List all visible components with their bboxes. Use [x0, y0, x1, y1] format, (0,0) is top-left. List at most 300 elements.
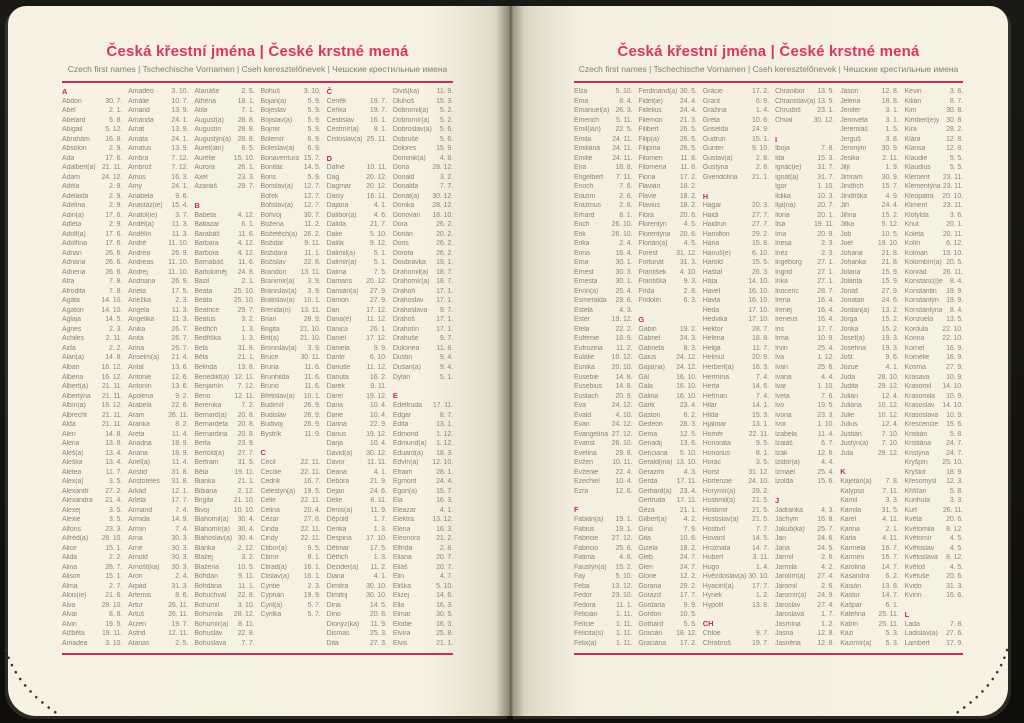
name-day-date: 3. 5. — [755, 459, 769, 467]
name-entry — [703, 201, 769, 211]
name-entry — [840, 553, 898, 563]
first-name: Božidara — [260, 249, 288, 257]
first-name: Aranka — [128, 421, 150, 429]
name-day-date: 11. 7. — [105, 468, 123, 476]
name-entry — [194, 116, 254, 126]
first-name: Eliška — [392, 582, 411, 590]
first-name: Horymír(a) — [702, 487, 736, 495]
first-name: Apolena — [128, 392, 154, 400]
name-entry — [261, 230, 321, 240]
name-day-date: 23. 11. — [942, 173, 963, 181]
name-day-date: 17. 11. — [432, 402, 453, 410]
page-subtitle: Czech first names | Tschechische Vornamen | Cseh keresztelőnevek | Чешские крестильные имена — [67, 64, 448, 74]
name-day-date: 29. 2. — [752, 487, 769, 495]
first-name: Kornel — [904, 344, 925, 352]
name-day-date: 23. 11. — [942, 183, 963, 191]
name-entry — [905, 135, 963, 145]
first-name: Etela — [574, 325, 590, 333]
first-name: Arleta — [128, 497, 146, 505]
first-name: Jonáš — [840, 287, 859, 295]
first-name: Dionýz(ka) — [326, 620, 360, 628]
name-entry — [638, 249, 696, 259]
name-day-date: 31. 12. — [748, 468, 769, 476]
name-entry — [128, 420, 188, 430]
name-entry — [638, 192, 696, 202]
first-name: Bořivoj — [260, 211, 282, 219]
first-name: Bertold(a) — [194, 449, 225, 457]
name-entry — [638, 629, 696, 639]
name-entry — [393, 296, 453, 306]
name-entry — [393, 372, 453, 382]
first-name: Květoš — [904, 563, 926, 571]
name-day-date: 25. 11. — [366, 135, 387, 143]
first-name: Gudrun — [702, 135, 726, 143]
name-day-date: 26. 7. — [171, 335, 189, 343]
name-entry — [703, 410, 769, 420]
first-name: Bonifác — [260, 164, 284, 172]
name-entry — [128, 486, 188, 496]
name-entry — [261, 410, 321, 420]
name-day-date: 26. 11. — [168, 601, 189, 609]
name-day-date: 27. 1. — [817, 259, 835, 267]
name-entry — [703, 315, 769, 325]
first-name: Elizej — [392, 592, 409, 600]
name-entry — [62, 315, 122, 325]
first-name: Davor — [326, 459, 345, 467]
name-day-date: 1. 9. — [885, 164, 899, 172]
first-name: Edita — [392, 421, 409, 429]
name-entry — [327, 591, 387, 601]
name-day-date: 30. 3. — [171, 563, 189, 571]
first-name: Beáta — [194, 297, 213, 305]
first-name: Filomen — [638, 154, 663, 162]
name-day-date: 16. 1. — [303, 573, 321, 581]
name-day-date: 3. 6. — [949, 88, 963, 96]
name-day-date: 19. 1. — [436, 259, 453, 267]
name-day-date: 5. 8. — [949, 430, 963, 438]
name-entry — [638, 344, 696, 354]
name-day-date: 15. 7. — [881, 183, 899, 191]
name-day-date: 28. 9. — [303, 316, 321, 324]
first-name: Erna — [574, 259, 589, 267]
first-name: Drahoš — [392, 316, 415, 324]
name-entry — [194, 467, 254, 477]
first-name: Edvín(a) — [392, 459, 419, 467]
first-name: Ariana — [128, 449, 148, 457]
first-name: Ingrid — [774, 268, 792, 276]
name-day-date: 22. 5. — [615, 126, 633, 134]
empty-row — [194, 192, 254, 202]
first-name: Jáson — [840, 88, 859, 96]
first-name: Anastáz(ie) — [128, 202, 163, 210]
first-name: Lambert — [904, 639, 930, 647]
name-day-date: 24. 4. — [881, 202, 899, 210]
name-entry — [194, 154, 254, 164]
name-day-date: 5. 9. — [307, 126, 321, 134]
name-entry — [327, 382, 387, 392]
name-day-date: 9. 11. — [238, 573, 255, 581]
first-name: Kilián — [904, 97, 922, 105]
first-name: Adléta — [62, 221, 82, 229]
name-entry — [194, 334, 254, 344]
name-entry — [393, 610, 453, 620]
first-name: Brian — [260, 316, 277, 324]
name-day-date: 2. 1. — [109, 107, 123, 115]
name-entry — [840, 448, 898, 458]
name-entry — [261, 306, 321, 316]
first-name: Heřman — [702, 392, 728, 400]
first-name: Bystrík — [260, 430, 282, 438]
name-entry — [393, 448, 453, 458]
first-name: Amálie — [128, 97, 149, 105]
name-day-date: 14. 10. — [748, 278, 769, 286]
name-day-date: 19. 11. — [814, 221, 835, 229]
first-name: Bořek — [260, 192, 279, 200]
name-entry — [775, 353, 834, 363]
first-name: Arna — [128, 535, 143, 543]
name-entry — [128, 467, 188, 477]
first-name: Filemon — [638, 116, 663, 124]
name-entry — [261, 401, 321, 411]
name-entry — [703, 87, 769, 97]
name-day-date: 19. 7. — [171, 620, 189, 628]
first-name: Kunhuta — [904, 497, 930, 505]
name-day-date: 1. 12. — [436, 430, 453, 438]
name-day-date: 12. 7. — [303, 202, 321, 210]
first-name: Jeroným — [840, 145, 867, 153]
name-entry — [261, 125, 321, 135]
name-entry — [905, 220, 963, 230]
name-day-date: 28. 12. — [233, 611, 255, 619]
first-name: Jaroslava — [774, 611, 805, 619]
first-name: Danica — [326, 325, 348, 333]
name-entry — [128, 391, 188, 401]
name-entry — [393, 325, 453, 335]
first-name: Arabela — [128, 402, 152, 410]
name-entry — [775, 258, 834, 268]
name-entry — [905, 182, 963, 192]
name-entry — [638, 524, 696, 534]
name-day-date: 24. 3. — [679, 335, 697, 343]
name-day-date: 5. 9. — [307, 173, 321, 181]
first-name: Ima — [774, 230, 787, 238]
name-entry — [905, 106, 963, 116]
first-name: Ctibor(a) — [260, 544, 287, 552]
first-name: Bartoloměj — [194, 268, 227, 276]
name-entry — [840, 610, 898, 620]
first-name: Inocenc — [774, 287, 799, 295]
name-entry — [574, 87, 632, 97]
name-day-date: 9. 3. — [683, 278, 697, 286]
first-name: Drahomil(a) — [392, 268, 429, 276]
first-name: Dalimír(a) — [326, 259, 357, 267]
name-day-date: 12. 11. — [168, 630, 189, 638]
name-day-date: 20. 2. — [436, 230, 453, 238]
name-day-date: 8. 1. — [373, 126, 387, 134]
name-day-date: 21. 10. — [299, 335, 321, 343]
first-name: Drahuše — [392, 335, 419, 343]
name-day-date: 6. 10. — [369, 354, 387, 362]
name-day-date: 16. 1. — [303, 563, 321, 571]
first-name: Adéla — [62, 183, 80, 191]
name-entry — [775, 629, 834, 639]
name-entry — [393, 125, 453, 135]
name-day-date: 3. 9. — [307, 287, 321, 295]
name-entry — [62, 486, 122, 496]
name-day-date: 14. 8. — [615, 373, 633, 381]
name-entry — [62, 296, 122, 306]
name-entry — [128, 211, 188, 221]
name-entry — [261, 353, 321, 363]
name-day-date: 12. 3. — [946, 478, 963, 486]
name-day-date: 7. 6. — [619, 183, 633, 191]
right-page-columns — [574, 87, 963, 648]
name-day-date: 27. 12. — [611, 430, 633, 438]
name-day-date: 3. 10. — [237, 601, 255, 609]
name-entry — [703, 334, 769, 344]
first-name: Klementýna — [904, 183, 941, 191]
first-name: Dobromír(a) — [392, 116, 430, 124]
name-entry — [574, 211, 632, 221]
first-name: Berenika — [194, 402, 222, 410]
letter-section-header: G — [638, 315, 645, 325]
name-entry — [128, 230, 188, 240]
name-entry — [261, 268, 321, 278]
first-name: Daniela — [326, 344, 350, 352]
first-name: Féba — [574, 582, 590, 590]
name-entry — [62, 562, 122, 572]
name-day-date: 18. 9. — [171, 440, 189, 448]
first-name: Krasomila — [904, 392, 935, 400]
first-name: Griselda — [702, 126, 729, 134]
name-entry — [840, 277, 898, 287]
name-entry — [62, 268, 122, 278]
name-day-date: 3. 11. — [752, 554, 769, 562]
first-name: Amáta — [128, 135, 148, 143]
name-day-date: 4. 3. — [619, 306, 633, 314]
name-day-date: 18. 2. — [679, 544, 697, 552]
name-day-date: 10. 12. — [877, 402, 899, 410]
name-day-date: 9. 4. — [439, 354, 453, 362]
name-entry — [905, 296, 963, 306]
name-entry — [194, 458, 254, 468]
name-day-date: 16. 7. — [881, 544, 899, 552]
name-day-date: 26. 3. — [752, 268, 769, 276]
name-day-date: 17. 6. — [105, 240, 123, 248]
name-entry — [62, 211, 122, 221]
name-day-date: 14. 10. — [101, 297, 123, 305]
name-entry — [128, 382, 188, 392]
first-name: Felície — [574, 620, 594, 628]
name-entry — [574, 401, 632, 411]
name-entry — [194, 629, 254, 639]
name-entry — [62, 220, 122, 230]
name-entry — [128, 344, 188, 354]
first-name: Evžen — [574, 459, 593, 467]
name-entry — [905, 334, 963, 344]
name-day-date: 11. 6. — [238, 259, 255, 267]
name-day-date: 4. 8. — [439, 154, 453, 162]
first-name: Ingeborg — [774, 259, 802, 267]
name-day-date: 10. 12. — [611, 354, 633, 362]
first-name: Antonín — [128, 383, 152, 390]
name-entry — [128, 144, 188, 154]
name-entry — [840, 572, 898, 582]
name-day-date: 24. 11. — [612, 154, 633, 162]
name-day-date: 11. 2. — [370, 563, 387, 571]
first-name: Kašpar — [840, 601, 862, 609]
name-day-date: 24. 9. — [752, 126, 769, 134]
name-day-date: 12. 2. — [679, 573, 697, 581]
first-name: Alma — [62, 582, 78, 590]
name-entry — [128, 534, 188, 544]
name-entry — [327, 106, 387, 116]
first-name: Anděl(a) — [128, 221, 154, 229]
first-name: Krasoslav — [904, 402, 935, 410]
name-entry — [393, 211, 453, 221]
first-name: Filibert — [638, 126, 659, 134]
name-entry — [574, 239, 632, 249]
first-name: Ivo — [774, 402, 784, 410]
first-name: Havla — [702, 297, 721, 305]
name-day-date: 13. 1. — [436, 421, 453, 429]
name-day-date: 7. 1. — [241, 107, 255, 115]
name-day-date: 3. 10. — [105, 639, 123, 647]
name-entry — [574, 268, 632, 278]
first-name: Alena — [62, 440, 80, 448]
name-entry — [840, 401, 898, 411]
name-entry — [638, 448, 696, 458]
name-day-date: 7. 4. — [755, 373, 769, 381]
name-day-date: 24. 12. — [676, 363, 697, 371]
name-entry — [574, 220, 632, 230]
first-name: Artuš — [128, 611, 144, 619]
first-name: Hamilton — [702, 230, 730, 238]
name-entry — [393, 173, 453, 183]
first-name: Bojmír — [260, 126, 281, 134]
name-entry — [393, 439, 453, 449]
name-entry — [775, 372, 834, 382]
first-name: Dalimil(a) — [326, 249, 356, 257]
name-day-date: 7. 8. — [821, 145, 835, 153]
first-name: Haidi — [702, 211, 719, 219]
first-name: Čestislav — [326, 116, 355, 124]
first-name: Ezechiel — [574, 478, 600, 486]
name-entry — [393, 401, 453, 411]
first-name: Jesika — [840, 154, 860, 162]
first-name: Bohuchval — [194, 592, 227, 600]
name-entry — [128, 505, 188, 515]
first-name: Bojislav(a) — [260, 116, 293, 124]
name-day-date: 14. 10. — [942, 402, 963, 410]
name-entry — [194, 277, 254, 287]
name-day-date: 12. 4. — [881, 392, 899, 400]
first-name: Konstantýn — [904, 297, 939, 305]
name-entry — [638, 382, 696, 392]
first-name: Dobroslav(a) — [392, 126, 432, 134]
name-entry — [638, 182, 696, 192]
name-entry — [775, 296, 834, 306]
name-day-date: 9. 12. — [369, 240, 387, 248]
name-entry — [840, 334, 898, 344]
first-name: Eufémie — [574, 335, 599, 343]
name-entry — [128, 429, 188, 439]
name-entry — [840, 97, 898, 107]
first-name: Juliána — [840, 402, 862, 410]
first-name: Cyprián — [260, 592, 284, 600]
name-day-date: 24. 1. — [171, 183, 189, 191]
name-entry — [261, 287, 321, 297]
first-name: Damaris — [326, 278, 353, 286]
name-day-date: 31. 5. — [237, 459, 255, 467]
name-day-date: 16. 12. — [101, 402, 123, 410]
first-name: Bela — [194, 344, 208, 352]
name-day-date: 16. 10. — [676, 373, 697, 381]
name-day-date: 3. 2. — [241, 316, 255, 324]
name-day-date: 26. 7. — [171, 325, 189, 333]
name-entry — [261, 600, 321, 610]
name-day-date: 2. 5. — [241, 88, 255, 96]
first-name: André — [128, 240, 147, 248]
name-day-date: 27. 6. — [946, 630, 963, 638]
name-entry — [905, 420, 963, 430]
name-day-date: 4. 4. — [821, 373, 835, 381]
name-entry — [62, 230, 122, 240]
first-name: Gedeon — [638, 421, 663, 429]
first-name: Dalibor(a) — [326, 211, 357, 219]
first-name: Izidor(a) — [774, 459, 800, 467]
name-entry — [128, 610, 188, 620]
name-entry — [62, 163, 122, 173]
first-name: Bohumil — [194, 601, 219, 609]
name-entry — [905, 477, 963, 487]
first-name: Doris — [392, 240, 409, 248]
first-name: Dorota — [392, 249, 414, 257]
name-entry — [194, 211, 254, 221]
name-entry — [261, 534, 321, 544]
name-entry — [327, 600, 387, 610]
name-entry — [62, 249, 122, 259]
first-name: Eufrozina — [574, 344, 603, 352]
first-name: Bruna — [260, 363, 279, 371]
first-name: Fabricio — [574, 544, 599, 552]
name-day-date: 5. 9. — [307, 116, 321, 124]
first-name: Elmar — [392, 611, 411, 619]
name-entry — [393, 287, 453, 297]
first-name: Honorius — [702, 449, 730, 457]
first-name: Emanuel(a) — [574, 107, 610, 115]
name-day-date: 2. 8. — [683, 287, 697, 295]
name-day-date: 27. 9. — [946, 363, 963, 371]
name-entry — [574, 477, 632, 487]
name-entry — [261, 572, 321, 582]
first-name: Debora — [326, 478, 350, 486]
name-day-date: 4. 5. — [949, 563, 963, 571]
name-day-date: 8. 1. — [755, 449, 769, 457]
name-entry — [638, 372, 696, 382]
name-day-date: 23. 4. — [679, 487, 697, 495]
first-name: Konstantin — [904, 287, 937, 295]
name-day-date: 6. 12. — [946, 240, 963, 248]
name-day-date: 7. 11. — [615, 173, 633, 181]
first-name: Fidelius — [638, 107, 662, 115]
name-column — [194, 87, 254, 648]
first-name: Aida — [62, 344, 76, 352]
name-day-date: 5. 5. — [949, 164, 963, 172]
first-name: Jordan(a) — [840, 306, 870, 314]
first-name: Juda — [840, 373, 855, 381]
name-entry — [393, 344, 453, 354]
